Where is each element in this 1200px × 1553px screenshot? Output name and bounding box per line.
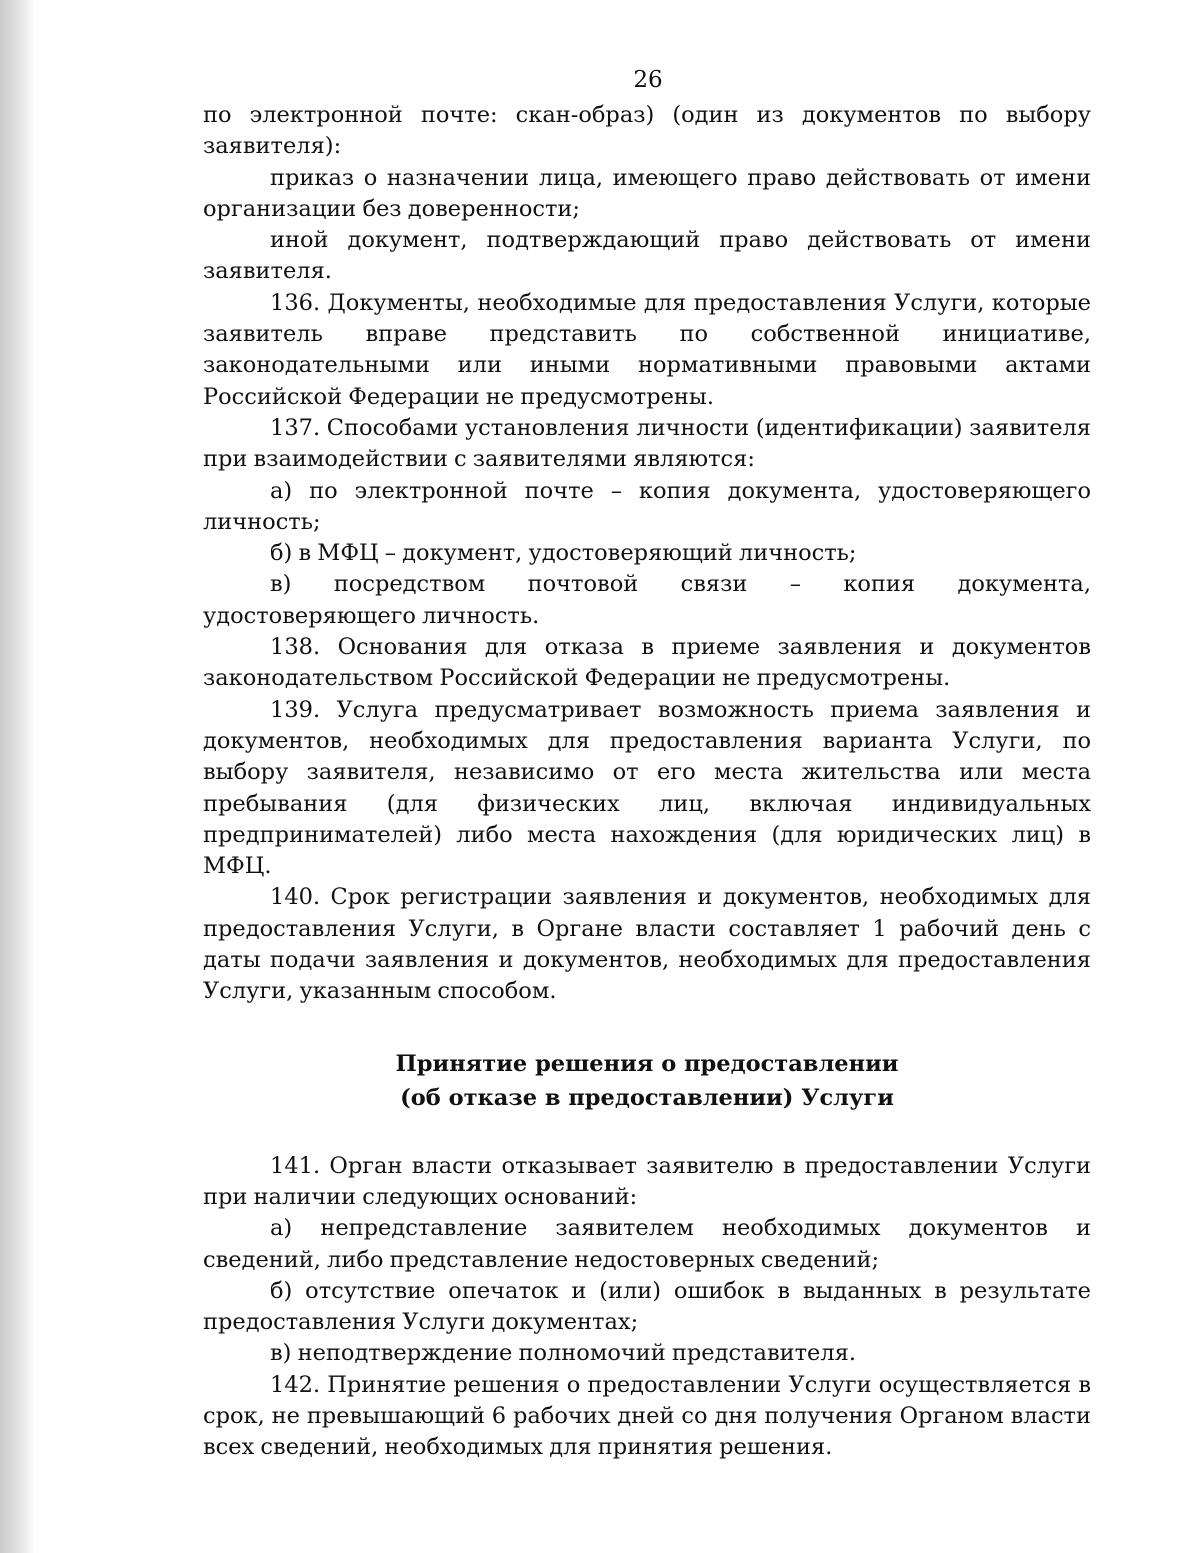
paragraph: а) непредставление заявителем необходимых документов и сведений, либо представление недостоверных сведений; <box>203 1215 1091 1273</box>
paragraph: а) по электронной почте – копия документа, удостоверяющего личность; <box>203 477 1091 535</box>
paragraph: 142. Принятие решения о предоставлении Услуги осуществляется в срок, не превышающий 6 рабочих дней со дня получения Органом власти всех сведений, необходимых для принятия решения. <box>203 1371 1091 1461</box>
paragraphs-before-heading <box>203 100 1091 1008</box>
section-heading <box>203 1047 1091 1115</box>
paragraph: по электронной почте: скан-образ) (один из документов по выбору заявителя): <box>203 102 1091 160</box>
paragraph: 140. Срок регистрации заявления и документов, необходимых для предоставления Услуги, в Органе власти составляет 1 рабочий день с даты подачи заявления и документов, необходимых для предоставления Услуги, указанным способом. <box>203 884 1091 1005</box>
paragraph: б) отсутствие опечаток и (или) ошибок в выданных в результате предоставления Услуги документах; <box>203 1277 1091 1336</box>
scan-edge-shadow <box>0 0 34 1553</box>
paragraph: в) посредством почтовой связи – копия документа, удостоверяющего личность. <box>203 571 1091 629</box>
paragraph: иной документ, подтверждающий право действовать от имени заявителя. <box>203 227 1091 285</box>
paragraph: 139. Услуга предусматривает возможность приема заявления и документов, необходимых для предоставления варианта Услуги, по выбору заявителя, независимо от его места жительства или места пребывания (для физических лиц, включая индивидуальных предпринимателей) либо места нахождения (для юридических лиц) в МФЦ. <box>203 696 1091 880</box>
page-number: 26 <box>633 67 663 93</box>
paragraph: б) в МФЦ – документ, удостоверяющий личность; <box>270 540 857 567</box>
paragraph: 136. Документы, необходимые для предоставления Услуги, которые заявитель вправе представить по собственной инициативе, законодательными или иными нормативными правовыми актами Российской Федерации не предусмотрены. <box>203 289 1091 410</box>
paragraph: в) неподтверждение полномочий представителя. <box>270 1340 857 1367</box>
paragraphs-after-heading <box>203 1151 1091 1464</box>
section-heading-line-2: (об отказе в предоставлении) Услуги <box>400 1084 894 1111</box>
paragraph: 138. Основания для отказа в приеме заявления и документов законодательством Российской Федерации не предусмотрены. <box>203 634 1091 692</box>
paragraph: приказ о назначении лица, имеющего право действовать от имени организации без доверенности; <box>203 164 1091 222</box>
section-heading-line-1: Принятие решения о предоставлении <box>395 1050 899 1077</box>
paragraph: 137. Способами установления личности (идентификации) заявителя при взаимодействии с заявителями являются: <box>203 414 1091 473</box>
document-body <box>203 100 1091 1464</box>
paragraph: 141. Орган власти отказывает заявителю в предоставлении Услуги при наличии следующих оснований: <box>203 1152 1091 1210</box>
